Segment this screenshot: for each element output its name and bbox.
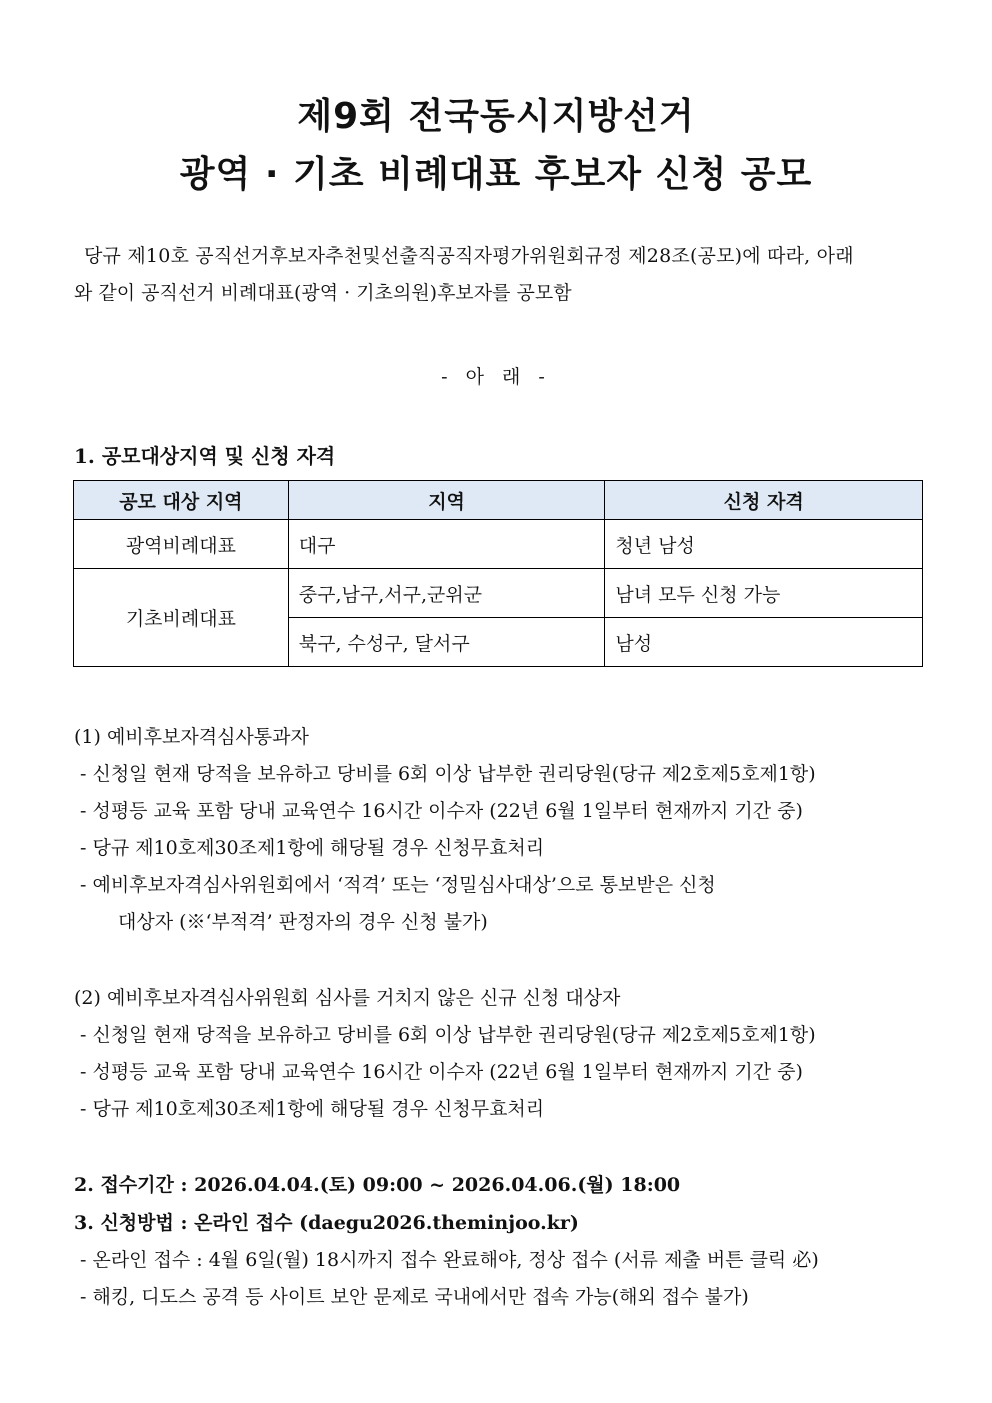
table-row (74, 569, 923, 618)
intro-line-1: 당규 제10호 공직선거후보자추천및선출직공직자평가위원회규정 제28조(공모)에 따라, 아래 (84, 245, 854, 267)
list-item: - 온라인 접수 : 4월 6일(월) 18시까지 접수 완료해야, 정상 접수 (서류 제출 버튼 클릭 必) (80, 1249, 819, 1271)
document-subtitle: 광역 · 기초 비례대표 후보자 신청 공모 (179, 154, 813, 195)
table-cell-region: 북구, 수성구, 달서구 (288, 618, 605, 667)
table-header-row (74, 481, 923, 520)
list-item: - 성평등 교육 포함 당내 교육연수 16시간 이수자 (22년 6월 1일부터 현재까지 기간 중) (80, 800, 803, 822)
table-header-cell: 신청 자격 (605, 481, 923, 520)
table-cell-qualification: 청년 남성 (605, 520, 923, 569)
table-cell-region: 중구,남구,서구,군위군 (288, 569, 605, 618)
section-divider-label: - 아 래 - (441, 366, 551, 388)
intro-line-2: 와 같이 공직선거 비례대표(광역 · 기초의원)후보자를 공모함 (74, 282, 572, 304)
group-2-heading: (2) 예비후보자격심사위원회 심사를 거치지 않은 신규 신청 대상자 (74, 987, 621, 1009)
list-item: - 해킹, 디도스 공격 등 사이트 보안 문제로 국내에서만 접속 가능(해외 접수 불가) (80, 1286, 749, 1308)
list-item: - 당규 제10호제30조제1항에 해당될 경우 신청무효처리 (80, 837, 545, 859)
list-item: - 성평등 교육 포함 당내 교육연수 16시간 이수자 (22년 6월 1일부터 현재까지 기간 중) (80, 1061, 803, 1083)
table-cell-type: 기초비례대표 (74, 569, 289, 667)
list-item: - 신청일 현재 당적을 보유하고 당비를 6회 이상 납부한 권리당원(당규 제2호제5호제1항) (80, 1024, 816, 1046)
document-title: 제9회 전국동시지방선거 (297, 96, 695, 137)
list-item: - 당규 제10호제30조제1항에 해당될 경우 신청무효처리 (80, 1098, 545, 1120)
list-item-continuation: 대상자 (※‘부적격’ 판정자의 경우 신청 불가) (118, 911, 488, 933)
table-cell-qualification: 남성 (605, 618, 923, 667)
table-row (74, 520, 923, 569)
list-item: - 예비후보자격심사위원회에서 ‘적격’ 또는 ‘정밀심사대상’으로 통보받은 신청 (80, 874, 716, 896)
table-header-cell: 지역 (288, 481, 605, 520)
table-cell-qualification: 남녀 모두 신청 가능 (605, 569, 923, 618)
eligibility-table (73, 480, 923, 667)
list-item: - 신청일 현재 당적을 보유하고 당비를 6회 이상 납부한 권리당원(당규 제2호제5호제1항) (80, 763, 816, 785)
table-header-cell: 공모 대상 지역 (74, 481, 289, 520)
table-cell-type: 광역비례대표 (74, 520, 289, 569)
section-2-period: 2. 접수기간 : 2026.04.04.(토) 09:00 ~ 2026.04.06.(월) 18:00 (74, 1174, 681, 1196)
table-cell-region: 대구 (288, 520, 605, 569)
section-1-heading: 1. 공모대상지역 및 신청 자격 (74, 444, 336, 468)
section-3-heading: 3. 신청방법 : 온라인 접수 (daegu2026.theminjoo.kr) (74, 1212, 579, 1234)
group-1-heading: (1) 예비후보자격심사통과자 (74, 726, 309, 748)
